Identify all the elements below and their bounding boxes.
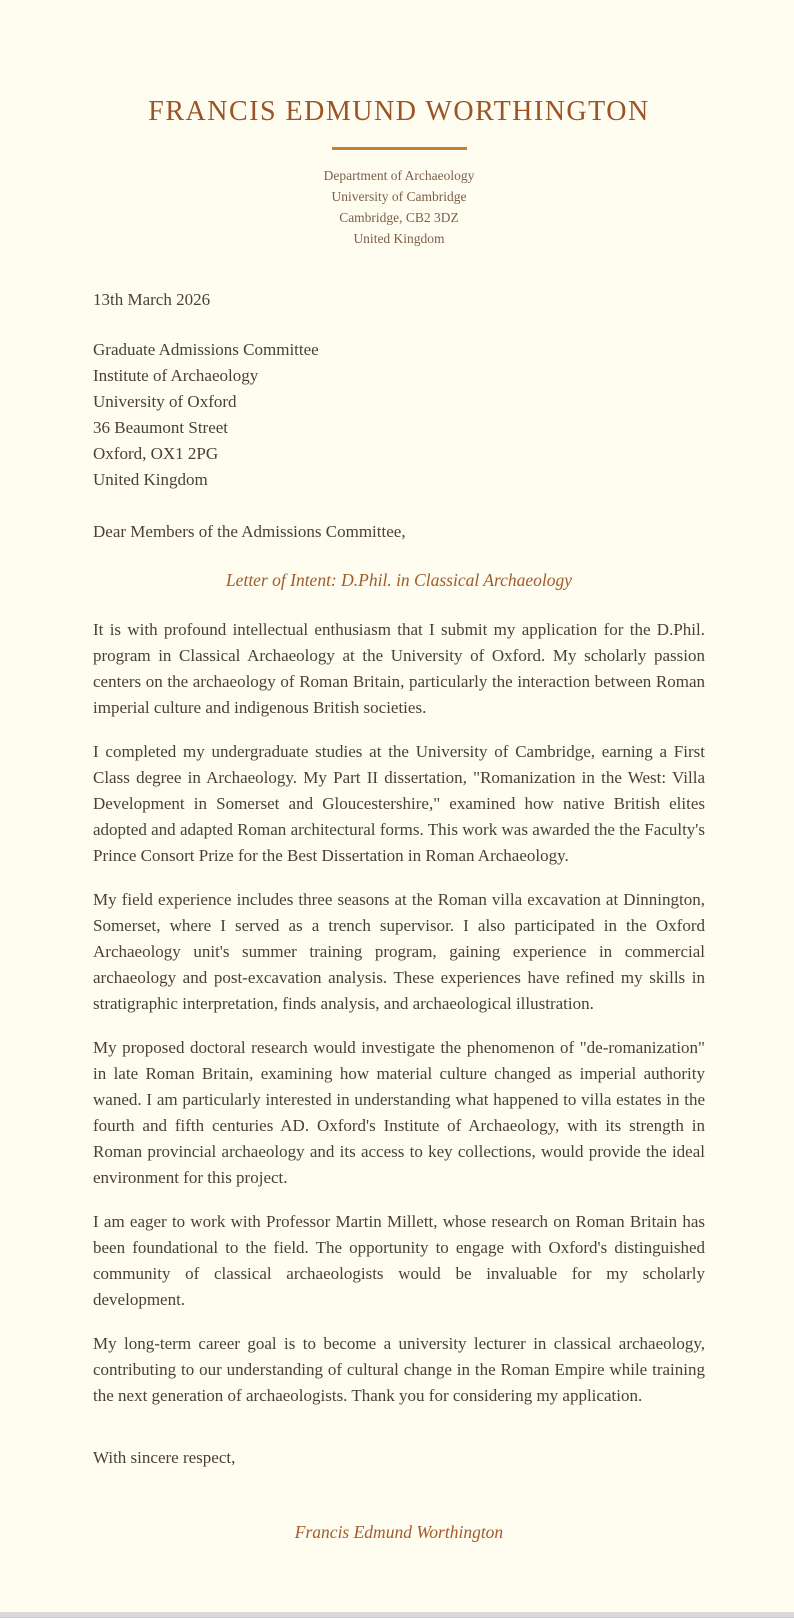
subject-line: Letter of Intent: D.Phil. in Classical Archaeology [225,569,573,590]
letterhead-address-line: University of Cambridge [331,188,467,204]
letter-paragraph: My long-term career goal is to become a university lecturer in classical archaeology, contributing to our understanding of cultural change in the Roman Empire while training the next generation of archaeologists. Thank you for considering my application. [93,1333,705,1405]
letterhead-address-line: United Kingdom [353,230,445,246]
letter-paragraph: I am eager to work with Professor Martin Millett, whose research on Roman Britain has been foundational to the field. The opportunity to engage with Oxford's distinguished community of classical archaeologists would be invaluable for my scholarly development. [93,1211,705,1309]
letterhead-address-line: Department of Archaeology [323,167,475,183]
letterhead-address [93,165,705,249]
letterhead-divider [332,147,467,150]
signature-name: Francis Edmund Worthington [294,1521,504,1542]
recipient-address-line: United Kingdom [93,469,208,489]
letter-date: 13th March 2026 [93,289,211,309]
letter-paragraph: It is with profound intellectual enthusiasm that I submit my application for the D.Phil. program in Classical Archaeology at the University of Oxford. My scholarly passion centers on the archaeology of Roman Britain, particularly the interaction between Roman imperial culture and indigenous British societies. [93,619,705,717]
recipient-address-line: Oxford, OX1 2PG [93,443,219,463]
page-bottom-edge [0,1612,794,1618]
letter-paragraph: My field experience includes three seasons at the Roman villa excavation at Dinnington, Somerset, where I served as a trench supervisor. I also participated in the Oxford Archaeology unit's summer training program, gaining experience in commercial archaeology and post-excavation analysis. These experiences have refined my skills in stratigraphic interpretation, finds analysis, and archaeological illustration. [93,889,705,1013]
letter-paragraph: My proposed doctoral research would investigate the phenomenon of "de-romanization" in late Roman Britain, examining how material culture changed as imperial authority waned. I am particularly interested in understanding what happened to villa estates in the fourth and fifth centuries AD. Oxford's Institute of Archaeology, with its strength in Roman provincial archaeology and its access to key collections, would provide the ideal environment for this project. [93,1037,705,1187]
recipient-address-block [93,337,705,493]
letterhead-name: FRANCIS EDMUND WORTHINGTON [148,96,650,127]
recipient-address-line: University of Oxford [93,391,237,411]
closing-line: With sincere respect, [93,1447,236,1467]
recipient-address-line: Graduate Admissions Committee [93,339,319,359]
letterhead [93,95,705,249]
salutation: Dear Members of the Admissions Committee, [93,521,406,541]
letterhead-address-line: Cambridge, CB2 3DZ [339,209,459,225]
letter-paragraph: I completed my undergraduate studies at the University of Cambridge, earning a First Class degree in Archaeology. My Part II dissertation, "Romanization in the West: Villa Development in Somerset and Gloucestershire," examined how native British elites adopted and adapted Roman architectural forms. This work was awarded the the Faculty's Prince Consort Prize for the Best Dissertation in Roman Archaeology. [93,741,705,865]
recipient-address-line: Institute of Archaeology [93,365,259,385]
recipient-address-line: 36 Beaumont Street [93,417,229,437]
